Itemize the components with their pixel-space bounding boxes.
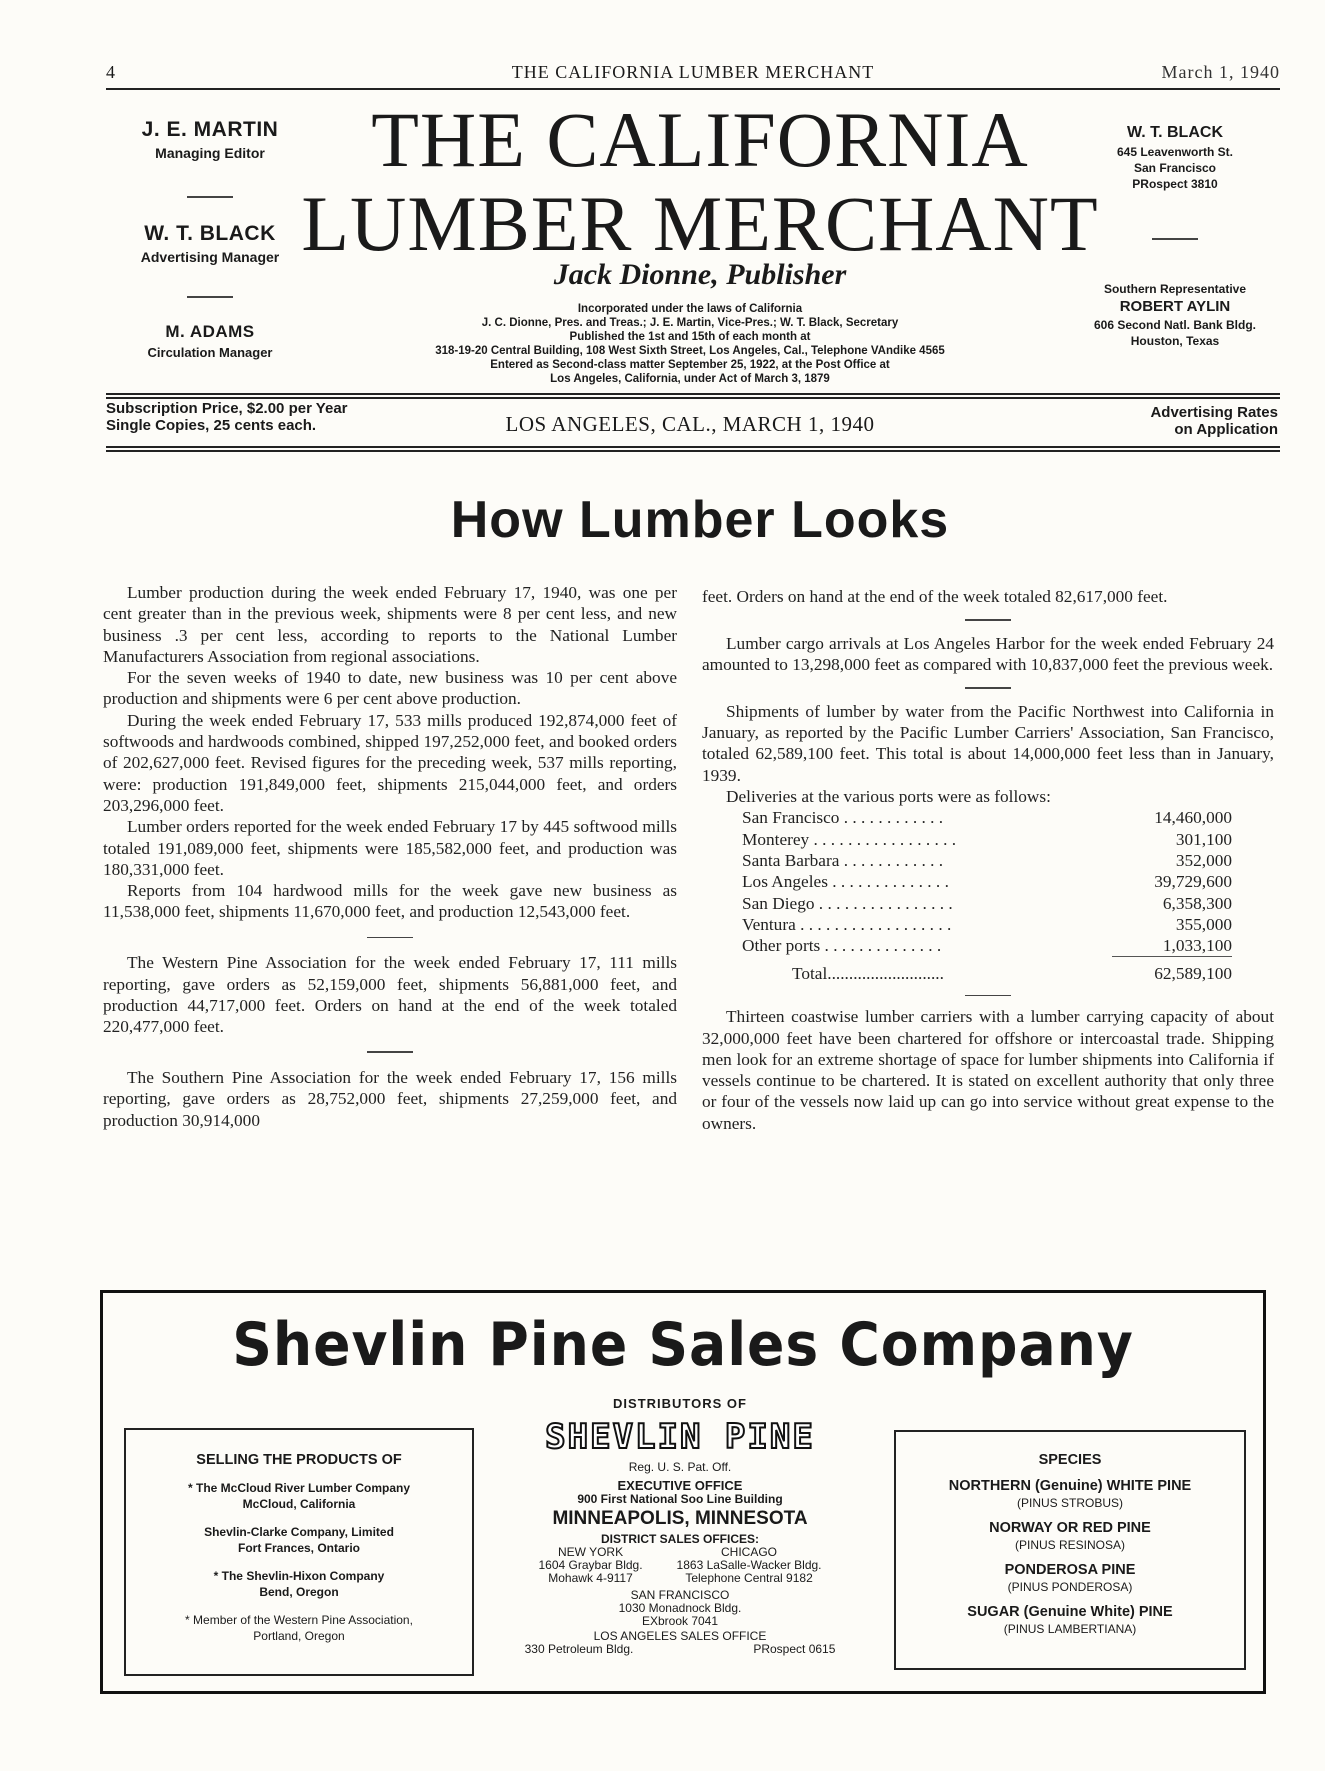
la-phone: PRospect 0615 [753, 1642, 836, 1656]
port-name: Los Angeles . . . . . . . . . . . . . . [742, 872, 949, 892]
species-latin: (PINUS LAMBERTIANA) [1003, 1622, 1137, 1636]
info-line: Los Angeles, California, under Act of March 3, 1879 [550, 373, 830, 385]
info-line: Published the 1st and 15th of each month at [569, 331, 811, 343]
port-row [742, 935, 1232, 957]
staff-divider [187, 296, 233, 298]
sf-office-line: 645 Leavenworth St. [1116, 145, 1234, 159]
chicago-office [677, 1546, 822, 1585]
ny-city: NEW YORK [557, 1545, 624, 1559]
chicago-address: 1863 LaSalle-Wacker Bldg. [676, 1558, 822, 1572]
dateline: LOS ANGELES, CAL., MARCH 1, 1940 [505, 412, 875, 436]
reg-mark: Reg. U. S. Pat. Off. [628, 1460, 732, 1474]
sub-rule-top2 [106, 397, 1280, 399]
southern-rep-line: 606 Second Natl. Bank Bldg. [1093, 318, 1257, 332]
sf-office-name: W. T. BLACK [1127, 124, 1223, 141]
staff-name: W. T. BLACK [144, 222, 276, 245]
masthead-info [330, 302, 1050, 386]
article-paragraph: During the week ended February 17, 533 mills produced 192,874,000 feet of softwoods and hardwoods combined, shipped 197,252,000 feet, and booked orders of 202,627,000 feet. Revised figures for the preceding week, 537 mills reporting, were: production 191,849,000 feet, shipments 215,044,000 feet, and orders 203,296,000 feet. [103, 710, 677, 815]
staff-name: J. E. MARTIN [141, 118, 279, 141]
sf-office-line: PRospect 3810 [1132, 177, 1218, 191]
subscription-line: Subscription Price, $2.00 per Year [106, 400, 348, 417]
product-item [126, 1524, 472, 1556]
product-item [126, 1568, 472, 1600]
masthead-publisher: Jack Dionne, Publisher [553, 258, 847, 291]
masthead-title [300, 98, 1100, 266]
species-name: SUGAR (Genuine White) PINE [967, 1604, 1173, 1620]
article-paragraph: The Western Pine Association for the week ended February 17, 111 mills reporting, gave orders as 52,159,000 feet, shipments 56,881,000 feet, and production 44,717,000 feet. Orders on hand at the end of the week totaled 220,477,000 feet. [103, 953, 677, 1037]
article-paragraph: Lumber production during the week ended February 17, 1940, was one per cent greater than in the previous week, shipments were 8 per cent less, and new business .3 per cent less, according to reports to the National Lumber Manufacturers Association from regional associations. [103, 583, 677, 666]
brand-logo: SHEVLIN PINE [545, 1417, 815, 1457]
article-paragraph: For the seven weeks of 1940 to date, new business was 10 per cent above production and shipments were 6 per cent above production. [103, 668, 677, 709]
product-location: McCloud, California [242, 1497, 356, 1511]
total-value: 62,589,100 [1154, 964, 1232, 984]
member-note: * Member of the Western Pine Association, [185, 1613, 413, 1627]
ports-table [742, 807, 1232, 984]
species-name: PONDEROSA PINE [1004, 1562, 1136, 1578]
ny-office [538, 1546, 642, 1585]
exec-label: EXECUTIVE OFFICE [617, 1478, 743, 1493]
port-value: 14,460,000 [1154, 808, 1232, 828]
page-number: 4 [106, 62, 116, 82]
species-name: NORWAY OR RED PINE [989, 1520, 1151, 1536]
article-paragraph: Reports from 104 hardwood mills for the week gave new business as 11,538,000 feet, shipments 11,670,000 feet, and production 12,543,000 feet. [103, 881, 677, 922]
product-location: Bend, Oregon [259, 1585, 339, 1599]
staff-role: Managing Editor [155, 145, 265, 161]
port-name: San Francisco . . . . . . . . . . . . [742, 808, 944, 828]
section-divider [965, 619, 1011, 621]
port-row [742, 829, 1232, 850]
port-value: 1,033,100 [1162, 936, 1232, 956]
product-name: Shevlin-Clarke Company, Limited [204, 1525, 394, 1539]
southern-rep-label: Southern Representative [1103, 282, 1247, 296]
distributors-of: DISTRIBUTORS OF [613, 1396, 747, 1411]
product-name: * The McCloud River Lumber Company [187, 1481, 411, 1495]
staff-role: Circulation Manager [147, 345, 273, 360]
advertising-line: on Application [1174, 421, 1278, 438]
article-paragraph: Deliveries at the various ports were as follows: [726, 787, 1051, 807]
info-line: Incorporated under the laws of California [577, 303, 803, 315]
section-divider [367, 937, 413, 939]
port-row [742, 807, 1232, 828]
sf-office [1070, 124, 1280, 192]
article-column-left [103, 582, 677, 1131]
article-paragraph: Thirteen coastwise lumber carriers with a lumber carrying capacity of about 32,000,000 feet have been chartered for offshore or intercoastal trade. Shipping men look for an extreme shortage of space for lumber shipments into California if vessels continue to be chartered. It is stated on excellent authority that only three or four of the vessels now laid up can go into service without great expense to the owners. [702, 1007, 1274, 1133]
southern-rep-line: Houston, Texas [1130, 334, 1220, 348]
port-value: 301,100 [1175, 829, 1232, 849]
sf-city: SAN FRANCISCO [630, 1588, 730, 1602]
chicago-phone: Telephone Central 9182 [685, 1571, 813, 1585]
staff-managing-editor [100, 118, 320, 161]
article-column-right [702, 586, 1274, 1134]
running-date: March 1, 1940 [1161, 62, 1280, 82]
port-row [742, 893, 1232, 914]
member-location: Portland, Oregon [253, 1629, 345, 1643]
header-rule [106, 88, 1280, 90]
article-paragraph: Lumber orders reported for the week ended February 17 by 445 softwood mills totaled 191,089,000 feet, shipments were 185,582,000 feet, and production was 180,331,000 feet. [103, 817, 677, 879]
article-paragraph: feet. Orders on hand at the end of the week totaled 82,617,000 feet. [702, 587, 1168, 606]
info-line: Entered as Second-class matter September 25, 1922, at the Post Office at [490, 359, 890, 371]
district-offices [480, 1546, 880, 1585]
product-name: * The Shevlin-Hixon Company [213, 1569, 385, 1583]
port-row [742, 914, 1232, 935]
advertising-line: Advertising Rates [1150, 404, 1278, 421]
masthead-title-line1: THE CALIFORNIA [371, 96, 1029, 183]
exec-address: 900 First National Soo Line Building [577, 1492, 783, 1506]
species-latin: (PINUS RESINOSA) [1014, 1538, 1125, 1552]
subscription-price [106, 400, 348, 434]
section-divider [965, 995, 1011, 997]
info-line: J. C. Dionne, Pres. and Treas.; J. E. Martin, Vice-Pres.; W. T. Black, Secretary [481, 317, 899, 329]
staff-divider [187, 196, 233, 198]
ad-title: Shevlin Pine Sales Company [232, 1310, 1134, 1380]
staff-name: M. ADAMS [165, 322, 255, 341]
staff-circulation-manager [100, 322, 320, 360]
port-name: San Diego . . . . . . . . . . . . . . . . [742, 893, 953, 913]
exec-city: MINNEAPOLIS, MINNESOTA [552, 1508, 808, 1529]
info-line: 318-19-20 Central Building, 108 West Sixth Street, Los Angeles, Cal., Telephone VAndike 4565 [435, 345, 945, 357]
ad-products-panel [124, 1428, 474, 1676]
la-address: 330 Petroleum Bldg. [524, 1642, 634, 1656]
ad-species-panel [894, 1430, 1246, 1670]
port-row [742, 850, 1232, 871]
ny-address: 1604 Graybar Bldg. [538, 1558, 643, 1572]
article-title: How Lumber Looks [450, 491, 950, 549]
species-latin: (PINUS STROBUS) [1016, 1496, 1123, 1510]
total-label: Total........................... [792, 964, 944, 984]
article-paragraph: The Southern Pine Association for the week ended February 17, 156 mills reporting, gave orders as 28,752,000 feet, shipments 27,259,000 feet, and production 30,914,000 [103, 1067, 677, 1130]
staff-role: Advertising Manager [140, 249, 280, 265]
district-label: DISTRICT SALES OFFICES: [600, 1532, 759, 1546]
sub-rule-bottom2 [106, 450, 1280, 452]
port-row [742, 871, 1232, 892]
chicago-city: CHICAGO [721, 1545, 778, 1559]
port-value: 352,000 [1175, 850, 1232, 870]
section-divider [367, 1051, 413, 1053]
port-name: Other ports . . . . . . . . . . . . . . [742, 936, 942, 956]
staff-advertising-manager [100, 222, 320, 265]
sf-office-line: San Francisco [1133, 161, 1217, 175]
species-latin: (PINUS PONDEROSA) [1007, 1580, 1133, 1594]
product-location: Fort Frances, Ontario [237, 1541, 361, 1555]
la-office [480, 1643, 880, 1656]
products-heading: SELLING THE PRODUCTS OF [196, 1452, 402, 1468]
southern-rep [1060, 282, 1290, 349]
species-heading: SPECIES [1038, 1452, 1102, 1468]
ad-center [480, 1396, 880, 1656]
product-item [126, 1480, 472, 1512]
product-item [126, 1612, 472, 1644]
office-divider [1152, 238, 1198, 240]
ports-total-row [742, 963, 1232, 984]
port-name: Santa Barbara . . . . . . . . . . . . [742, 850, 944, 870]
port-value: 39,729,600 [1154, 872, 1232, 892]
sub-rule-top [106, 393, 1280, 395]
article-paragraph: Lumber cargo arrivals at Los Angeles Harbor for the week ended February 24 amounted to 13,298,000 feet as compared with 10,837,000 feet the previous week. [702, 633, 1274, 675]
sf-address: 1030 Monadnock Bldg. [618, 1601, 742, 1615]
advertising-rates [1150, 404, 1278, 438]
southern-rep-name: ROBERT AYLIN [1119, 298, 1231, 315]
port-value: 355,000 [1175, 914, 1232, 934]
ny-phone: Mohawk 4-9117 [548, 1571, 633, 1585]
species-name: NORTHERN (Genuine) WHITE PINE [948, 1478, 1192, 1494]
article-paragraph: Shipments of lumber by water from the Pacific Northwest into California in January, as reported by the Pacific Lumber Carriers' Association, San Francisco, totaled 62,589,100 feet. This total is about 14,000,000 feet less than in January, 1939. [702, 701, 1274, 785]
port-name: Monterey . . . . . . . . . . . . . . . . . [742, 829, 957, 849]
section-divider [965, 687, 1011, 689]
sf-phone: EXbrook 7041 [641, 1614, 719, 1628]
running-header [106, 62, 1280, 86]
port-name: Ventura . . . . . . . . . . . . . . . . . . [742, 914, 952, 934]
subscription-line: Single Copies, 25 cents each. [106, 417, 317, 434]
masthead-title-line2: LUMBER MERCHANT [301, 180, 1099, 267]
la-label: LOS ANGELES SALES OFFICE [593, 1629, 767, 1643]
sub-rule-bottom [106, 446, 1280, 448]
running-publication: THE CALIFORNIA LUMBER MERCHANT [511, 62, 875, 82]
port-value: 6,358,300 [1162, 893, 1232, 913]
